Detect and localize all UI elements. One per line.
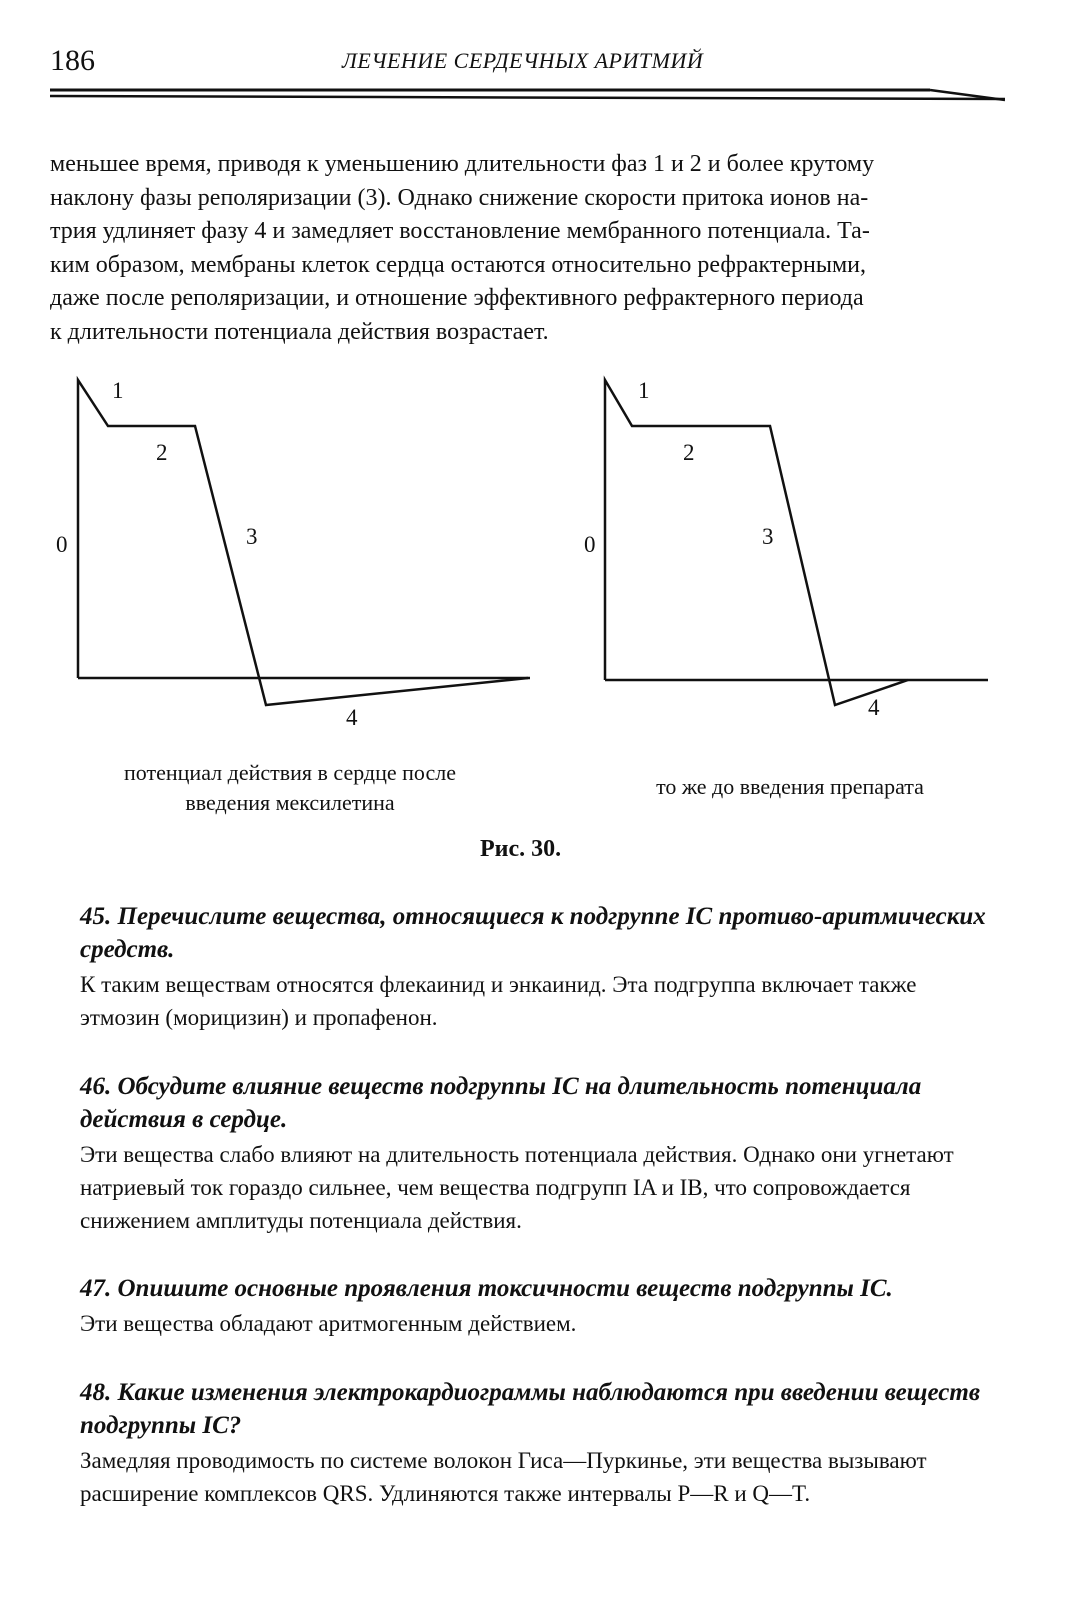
right-phase-0-label: 0	[584, 532, 596, 557]
qa-item-47	[80, 1272, 1000, 1340]
intro-line: наклону фазы реполяризации (3). Однако снижение скорости притока ионов на-	[50, 184, 869, 211]
page-number: 186	[50, 44, 95, 77]
right-phase-3-label: 3	[762, 524, 774, 549]
question-47: 47. Опишите основные проявления токсичности веществ подгруппы IC.	[80, 1275, 893, 1302]
left-caption-line: потенциал действия в сердце после	[124, 760, 456, 785]
answer-46: Эти вещества слабо влияют на длительность потенциала действия. Однако они угнетают натриевый ток гораздо сильнее, чем вещества подгрупп IA и IB, что сопровождается снижением амплитуды потенциала действия.	[80, 1142, 954, 1233]
figure-title: Рис. 30.	[480, 836, 562, 862]
answer-45: К таким веществам относятся флекаинид и энкаинид. Эта подгруппа включает также этмозин (морицизин) и пропафенон.	[80, 972, 917, 1030]
qa-item-46	[80, 1070, 1000, 1237]
answer-47: Эти вещества обладают аритмогенным действием.	[80, 1311, 577, 1336]
left-phase-3-label: 3	[246, 524, 258, 549]
running-title: ЛЕЧЕНИЕ СЕРДЕЧНЫХ АРИТМИЙ	[342, 48, 704, 73]
right-phase-2-label: 2	[683, 440, 695, 465]
intro-line: меньшее время, приводя к уменьшению длительности фаз 1 и 2 и более крутому	[50, 151, 875, 177]
left-action-potential	[78, 380, 530, 705]
intro-line: даже после реполяризации, и отношение эффективного рефрактерного периода	[50, 285, 864, 311]
left-phase-4-label: 4	[346, 705, 358, 730]
figure-30	[40, 360, 1000, 870]
left-phase-0-label: 0	[56, 532, 68, 557]
right-phase-1-label: 1	[638, 378, 650, 403]
question-46: 46. Обсудите влияние веществ подгруппы IC на длительность потенциала действия в сердце.	[80, 1073, 922, 1133]
right-plot-caption: то же до введения препарата	[656, 774, 924, 799]
intro-line: к длительности потенциала действия возрастает.	[50, 318, 549, 345]
intro-line: трия удлиняет фазу 4 и замедляет восстановление мембранного потенциала. Та-	[50, 218, 870, 244]
intro-paragraph	[50, 148, 1010, 349]
right-phase-4-label: 4	[868, 695, 880, 720]
intro-line: ким образом, мембраны клеток сердца остаются относительно рефрактерными,	[50, 251, 867, 278]
left-phase-1-label: 1	[112, 378, 124, 403]
qa-item-45	[80, 900, 1000, 1034]
question-48: 48. Какие изменения электрокардиограммы наблюдаются при введении веществ подгруппы IC?	[80, 1379, 980, 1439]
running-head	[50, 40, 1005, 90]
left-plot-caption	[80, 758, 500, 818]
left-phase-2-label: 2	[156, 440, 168, 465]
qa-item-48	[80, 1376, 1000, 1510]
right-action-potential	[605, 380, 988, 705]
left-caption-line: введения мексилетина	[185, 790, 395, 815]
header-rule	[50, 86, 1005, 106]
answer-48: Замедляя проводимость по системе волокон Гиса—Пуркинье, эти вещества вызывают расширение комплексов QRS. Удлиняются также интервалы P—R и Q—T.	[80, 1448, 927, 1506]
question-45: 45. Перечислите вещества, относящиеся к подгруппе IC противо-аритмических средств.	[80, 903, 986, 963]
